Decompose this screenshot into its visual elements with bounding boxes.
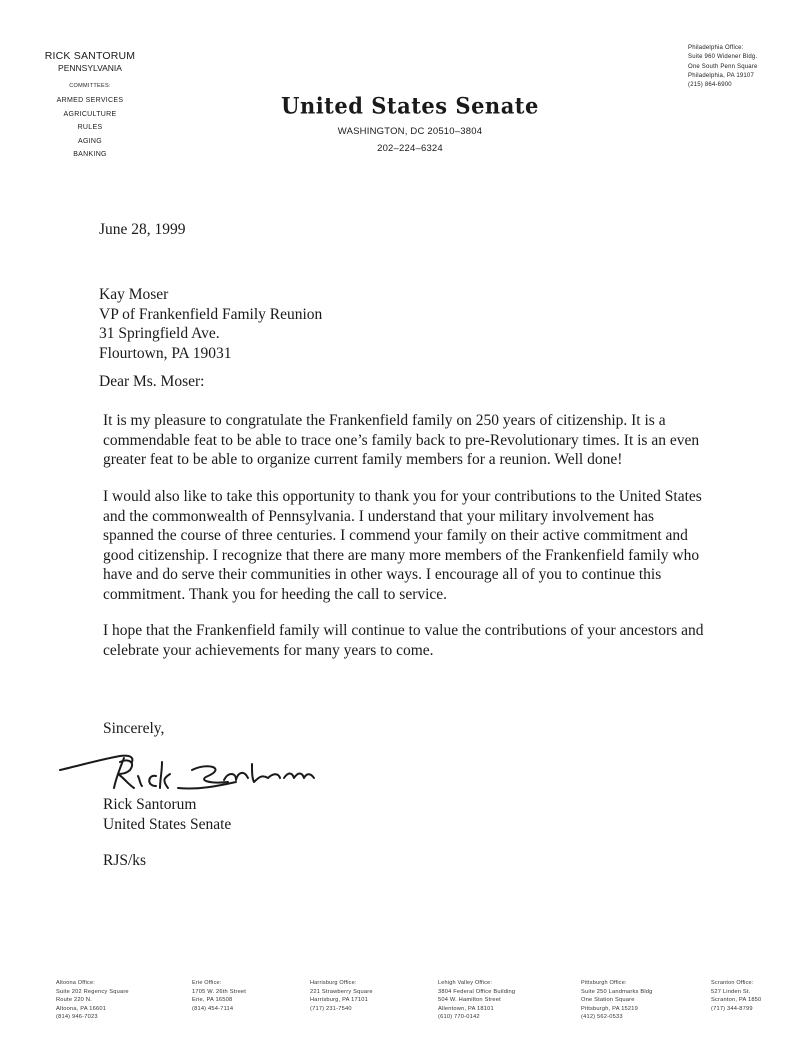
office-label: Altoona Office:: [56, 980, 95, 986]
committees-list: [30, 94, 150, 162]
body-paragraph: [103, 621, 743, 660]
reference-initials: RJS/ks: [103, 852, 147, 869]
committees-label: COMMITTEES:: [69, 83, 111, 89]
office-lehigh-valley: [438, 979, 515, 1022]
paragraph-line: I hope that the Frankenfield family will continue to value the contributions of your ancestors and: [103, 622, 704, 639]
office-label: Lehigh Valley Office:: [438, 980, 493, 986]
office-label: Erie Office:: [192, 980, 222, 986]
office-line: Harrisburg, PA 17101: [310, 997, 368, 1004]
signer-block: [103, 795, 231, 834]
senator-name: RICK SANTORUM: [44, 50, 136, 62]
office-line: 527 Linden St.: [711, 988, 751, 995]
office-line: Route 220 N.: [56, 997, 92, 1004]
office-line: Altoona, PA 16601: [56, 1005, 107, 1012]
office-line: 504 W. Hamilton Street: [438, 997, 501, 1004]
office-line: One Station Square: [581, 997, 635, 1004]
signer-title: United States Senate: [103, 815, 232, 833]
office-line: 3804 Federal Office Building: [438, 988, 516, 995]
senate-address: WASHINGTON, DC 20510–3804: [337, 126, 483, 137]
office-pittsburgh: [581, 979, 653, 1022]
office-label: Scranton Office:: [711, 980, 754, 986]
recipient-address: [99, 285, 322, 363]
paragraph-line: good citizenship. I recognize that there are many more members of the Frankenfield family who: [103, 546, 700, 564]
office-line: (412) 562-0533: [581, 1014, 623, 1021]
signer-name: Rick Santorum: [103, 796, 197, 813]
recipient-line: Kay Moser: [99, 286, 169, 303]
paragraph-line: It is my pleasure to congratulate the Frankenfield family on 250 years of citizenship. It is a: [103, 412, 666, 429]
paragraph-line: greater feat to be able to organize current family members for a reunion. Well done!: [103, 451, 623, 469]
office-label: Harrisburg Office:: [310, 980, 357, 986]
office-line: One South Penn Square: [688, 63, 758, 70]
footer-offices: [56, 979, 796, 1049]
office-line: Erie, PA 16508: [192, 997, 233, 1004]
senator-block: [30, 50, 150, 162]
office-line: Suite 250 Landmarks Bldg: [581, 988, 653, 995]
paragraph-line: spanned the course of three centuries. I commend your family on their active commitment and: [103, 527, 688, 545]
body-paragraph: [103, 411, 743, 470]
recipient-line: 31 Springfield Ave.: [99, 325, 220, 343]
letter-date: June 28, 1999: [99, 221, 186, 238]
office-line: 221 Strawberry Square: [310, 988, 373, 995]
recipient-line: VP of Frankenfield Family Reunion: [99, 305, 323, 323]
office-line: Philadelphia, PA 19107: [688, 72, 755, 79]
closing: Sincerely,: [103, 720, 165, 737]
paragraph-line: I would also like to take this opportunity to thank you for your contributions to the United States: [103, 488, 702, 505]
recipient-line: Flourtown, PA 19031: [99, 344, 232, 362]
body-paragraph: [103, 487, 743, 605]
office-erie: [192, 979, 246, 1013]
office-line: Suite 960 Widener Bldg.: [688, 54, 758, 61]
office-line: (610) 770-0142: [438, 1014, 480, 1021]
office-line: (717) 344-8799: [711, 1005, 753, 1012]
paragraph-line: have and do serve their communities in other ways. I encourage all of you to continue this: [103, 566, 662, 584]
philadelphia-office: [688, 44, 788, 90]
office-line: (717) 231-7540: [310, 1005, 352, 1012]
office-line: Scranton, PA 1850: [711, 997, 762, 1004]
office-label: Pittsburgh Office:: [581, 980, 627, 986]
committee-item: ARMED SERVICES: [56, 97, 124, 104]
paragraph-line: celebrate your achievements for many years to come.: [103, 641, 434, 659]
office-line: 1705 W. 26th Street: [192, 988, 247, 995]
handwritten-signature: [58, 748, 328, 798]
office-harrisburg: [310, 979, 373, 1013]
office-label: Philadelphia Office:: [688, 45, 744, 51]
office-line: (814) 454-7114: [192, 1005, 234, 1012]
salutation: Dear Ms. Moser:: [99, 373, 205, 390]
senator-state: PENNSYLVANIA: [58, 63, 122, 73]
office-line: (215) 864-6900: [688, 82, 732, 89]
committee-item: AGING: [77, 137, 103, 145]
paragraph-line: and the commonwealth of Pennsylvania. I understand that your military involvement has: [103, 507, 654, 525]
office-altoona: [56, 979, 129, 1022]
letterhead-masthead: [270, 93, 550, 154]
senate-title: United States Senate: [281, 92, 539, 119]
senate-phone: 202–224–6324: [377, 143, 443, 154]
office-line: Suite 202 Regency Square: [56, 988, 129, 995]
committee-item: RULES: [77, 124, 103, 131]
committee-item: AGRICULTURE: [63, 110, 117, 118]
office-scranton: [711, 979, 761, 1013]
office-line: Allentown, PA 18101: [438, 1005, 494, 1012]
office-line: Pittsburgh, PA 15219: [581, 1005, 639, 1012]
committee-item: BANKING: [73, 151, 107, 158]
paragraph-line: commitment. Thank you for heeding the call to service.: [103, 585, 448, 603]
paragraph-line: commendable feat to be able to trace one’s family back to pre-Revolutionary times. It is an even: [103, 431, 700, 449]
office-line: (814) 946-7023: [56, 1014, 98, 1021]
